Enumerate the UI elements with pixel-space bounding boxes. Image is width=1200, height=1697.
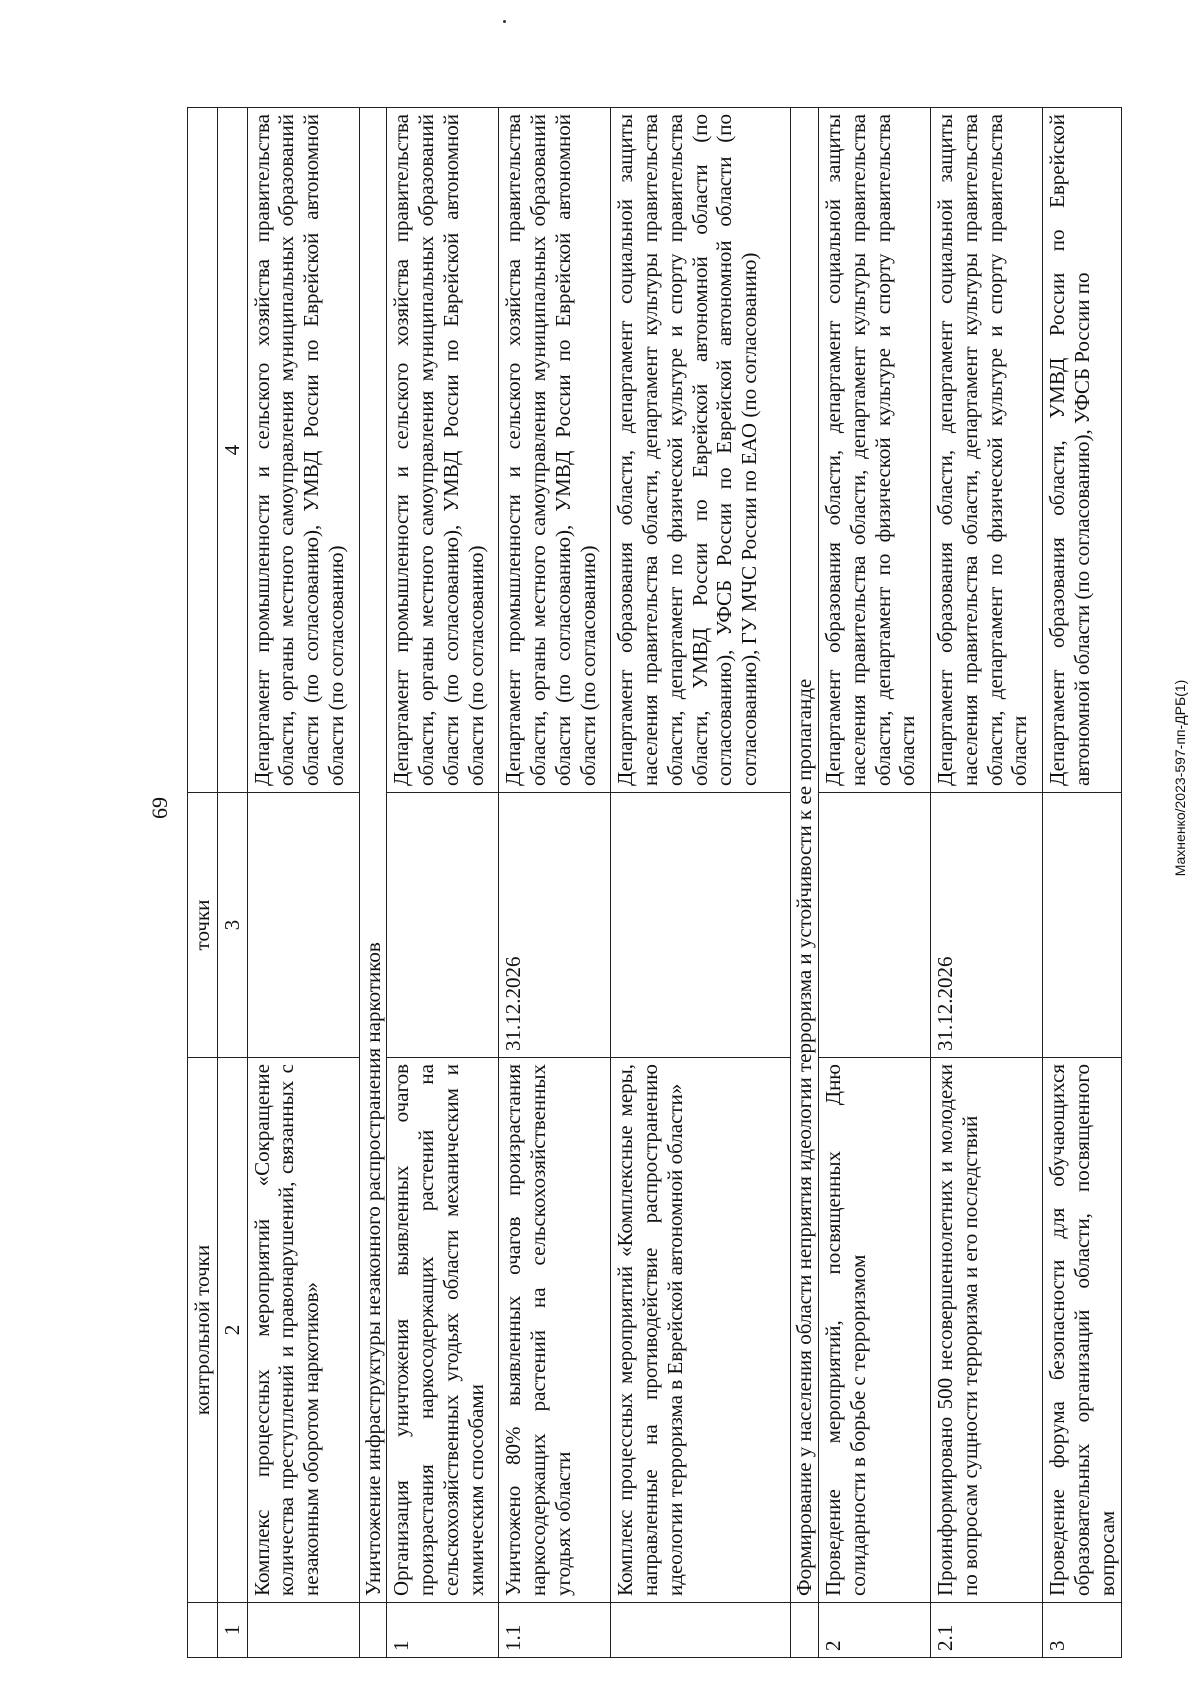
section-row [791,108,819,1658]
table-row [499,108,611,1658]
header-col2: контрольной точки [188,1058,218,1603]
row-number: 3 [1043,1603,1122,1658]
row-description: Проинформировано 500 несовершеннолетних и молодежи по вопросам сущности терроризма и его последствий [931,1058,1043,1603]
row-date: 31.12.2026 [499,793,611,1058]
row-number: 2 [819,1603,931,1658]
row-date [819,793,931,1058]
scan-dot [503,20,506,23]
header-row-2 [217,108,247,1658]
row-responsible: Департамент промышленности и сельского хозяйства правительства области, органы местного самоуправления муниципальных образований области (по согласованию), УМВД России по Еврейской автономной области (по согласованию) [387,108,499,793]
checkpoint-table [187,107,1122,1658]
table-row [611,108,791,1658]
header-num-2: 2 [217,1058,247,1603]
row-number: 1.1 [499,1603,611,1658]
header-col1 [188,1603,218,1658]
checkpoint-table-wrapper [187,108,1119,1658]
header-col3: точки [188,793,218,1058]
row-responsible: Департамент промышленности и сельского хозяйства правительства области, органы местного самоуправления муниципальных образований области (по согласованию), УМВД России по Еврейской автономной области (по согласованию) [247,108,359,793]
section-row [359,108,387,1658]
section-title: Уничтожение инфраструктуры незаконного распространения наркотиков [359,108,387,1603]
row-number [611,1603,791,1658]
row-date [387,793,499,1058]
row-description: Комплекс процессных мероприятий «Комплексные меры, направленные на противодействие распространению идеологии терроризма в Еврейской автономной области» [611,1058,791,1603]
row-responsible: Департамент промышленности и сельского хозяйства правительства области, органы местного самоуправления муниципальных образований области (по согласованию), УМВД России по Еврейской автономной области (по согласованию) [499,108,611,793]
row-date [247,793,359,1058]
row-number: 2.1 [931,1603,1043,1658]
row-date [611,793,791,1058]
row-date: 31.12.2026 [931,793,1043,1058]
header-num-4: 4 [217,108,247,793]
section-empty-cell [359,1603,387,1658]
row-responsible: Департамент образования области, департамент социальной защиты населения правительства области, департамент культуры правительства области, департамент по физической культуре и спорту правительства области, УМВД России по Еврейской автономной области (по согласованию), УФСБ России по Еврейской автономной области (по согласованию), ГУ МЧС России по ЕАО (по согласованию) [611,108,791,793]
document-id: Махненко/2023-597-пп-ДРБ(1) [1172,679,1188,877]
table-row [931,108,1043,1658]
row-description: Проведение форума безопасности для обучающихся образовательных организаций области, посвященного вопросам [1043,1058,1122,1603]
row-description: Уничтожено 80% выявленных очагов произрастания наркосодержащих растений на сельскохозяйственных угодьях области [499,1058,611,1603]
table-row [247,108,359,1658]
row-description: Проведение мероприятий, посвященных Дню солидарности в борьбе с терроризмом [819,1058,931,1603]
row-responsible: Департамент образования области, департамент социальной защиты населения правительства области, департамент культуры правительства области, департамент по физической культуре и спорту правительства области [819,108,931,793]
section-title: Формирование у населения области неприятия идеологии терроризма и устойчивости к ее пропаганде [791,108,819,1603]
row-number [247,1603,359,1658]
table-row [387,108,499,1658]
table-row [819,108,931,1658]
row-responsible: Департамент образования области, департамент социальной защиты населения правительства области, департамент культуры правительства области, департамент по физической культуре и спорту правительства области [931,108,1043,793]
page-number: 69 [147,797,172,819]
header-num-1: 1 [217,1603,247,1658]
header-num-3: 3 [217,793,247,1058]
row-description: Организация уничтожения выявленных очагов произрастания наркосодержащих растений на сельскохозяйственных угодьях области механическим и химическим способами [387,1058,499,1603]
row-responsible: Департамент образования области, УМВД России по Еврейской автономной области (по согласованию), УФСБ России по [1043,108,1122,793]
header-col4 [188,108,218,793]
row-description: Комплекс процессных мероприятий «Сокращение количества преступлений и правонарушений, связанных с незаконным оборотом наркотиков» [247,1058,359,1603]
row-date [1043,793,1122,1058]
section-empty-cell [791,1603,819,1658]
header-row-1 [188,108,218,1658]
row-number: 1 [387,1603,499,1658]
table-row [1043,108,1122,1658]
